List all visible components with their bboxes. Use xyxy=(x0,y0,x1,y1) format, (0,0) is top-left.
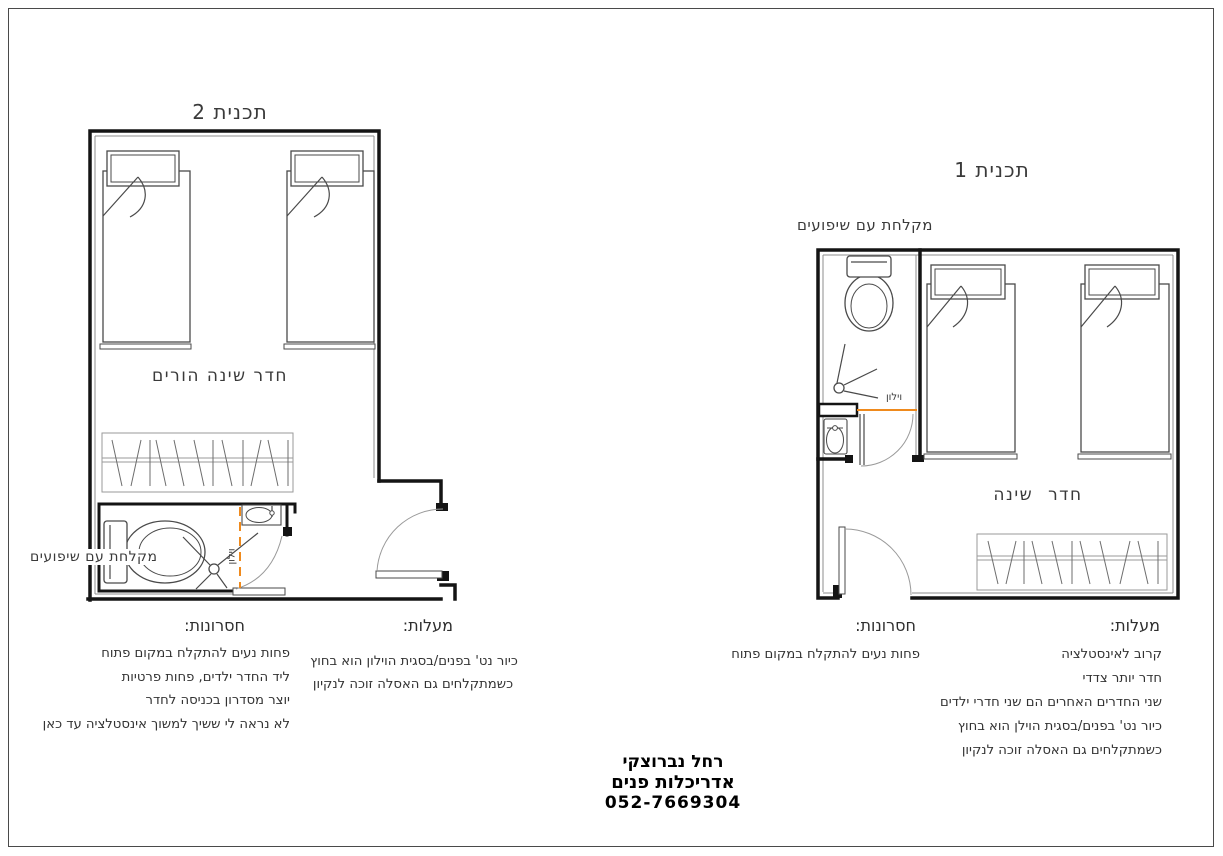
plan2-wardrobe xyxy=(102,433,293,492)
plan1-pros-heading: מעלות: xyxy=(1109,616,1160,635)
plan1-curtain-label: וילון xyxy=(885,392,903,403)
plan1-bed-right xyxy=(1078,265,1171,459)
plan2-entry-door-swing xyxy=(377,509,443,571)
plan1-pro-item: חדר יותר צדדי xyxy=(1082,671,1162,686)
plan2-door-jamb-top xyxy=(436,503,448,511)
plan2-pros-heading: מעלות: xyxy=(402,616,453,635)
plan1-sink-fixture xyxy=(824,419,847,454)
plan1-pro-item: שני החדרים האחרים הם שני חדרי ילדים xyxy=(940,695,1162,710)
plan2-bathroom-door-jamb xyxy=(283,527,292,536)
plan2-sink-fixture xyxy=(242,505,281,525)
signature-profession: אדריכלות פנים xyxy=(611,771,735,793)
plan2-pro-item: כיור נט' בפנים/בסגית הוילון הוא בחוץ xyxy=(310,654,518,669)
plan2-con-item: ליד החדר ילדים, פחות פרטיות xyxy=(121,669,290,685)
plan2-bathroom-door-leaf xyxy=(233,588,285,595)
plan2-bed-left xyxy=(100,151,191,349)
plan1-wardrobe xyxy=(977,534,1167,590)
plan1-stub-endcap xyxy=(845,455,853,463)
signature-name: רחל נברוצקי xyxy=(622,752,724,772)
plan2-cons-heading: חסרונות: xyxy=(184,616,245,635)
plan1-shelf xyxy=(819,404,857,416)
plan1-toilet-fixture xyxy=(845,256,893,331)
plan2-title: תכנית 2 xyxy=(192,100,268,124)
plan1-con-item: פחות נעים להתקלח במקום פתוח xyxy=(731,647,920,662)
plan1-bathroom-door xyxy=(860,414,913,466)
plan1-pros-list xyxy=(940,643,1162,763)
plan1-bed-left xyxy=(924,265,1017,459)
plan2-bed-right xyxy=(284,151,375,349)
plan1-title: תכנית 1 xyxy=(954,158,1030,182)
plan1-shower-label: מקלחת עם שיפועים xyxy=(796,216,933,234)
plan1-cons-list xyxy=(731,643,920,667)
plan2-pro-item: כשמתקלחים גם האסלה זוכה לנקיון xyxy=(312,677,514,692)
signature-block xyxy=(543,752,803,814)
plan2-cons-list xyxy=(43,642,290,736)
plan1-drawing xyxy=(818,250,1178,598)
plan2-curtain-label: וילון xyxy=(226,548,238,565)
plan1-shower-fixture xyxy=(834,344,878,398)
plan2-bedroom-label: חדר שינה הורים xyxy=(152,366,288,386)
plan1-bedroom-label: חדר שינה xyxy=(993,485,1083,505)
signature-phone: 052-7669304 xyxy=(604,793,742,813)
plan1-pro-item: כשמתקלחים גם האסלה זוכה לנקיון xyxy=(961,743,1162,758)
plan2-shower-label: מקלחת עם שיפועים xyxy=(30,549,158,565)
plan1-entry-door xyxy=(833,527,911,598)
plan2-con-item: לא נראה לי ששיך למשוך אינסטלציה עד כאן xyxy=(42,716,290,732)
plan1-pro-item: קרוב לאינסטלציה xyxy=(1061,647,1162,662)
plan2-bathroom-door-swing xyxy=(236,536,282,589)
plan1-cons-heading: חסרונות: xyxy=(855,616,916,635)
plan2-entry-niche-wall xyxy=(379,481,441,509)
plan1-divider-endcap xyxy=(912,455,924,462)
plan2-con-item: יוצר מסדרון בכניסה לחדר xyxy=(145,693,290,708)
plan2-con-item: פחות נעים להתקלח במקום פתוח xyxy=(101,646,290,661)
plan2-entry-door-leaf xyxy=(376,571,442,578)
plan1-pro-item: כיור נט' בפנים/בסגית הוילן הוא בחוץ xyxy=(957,719,1162,734)
